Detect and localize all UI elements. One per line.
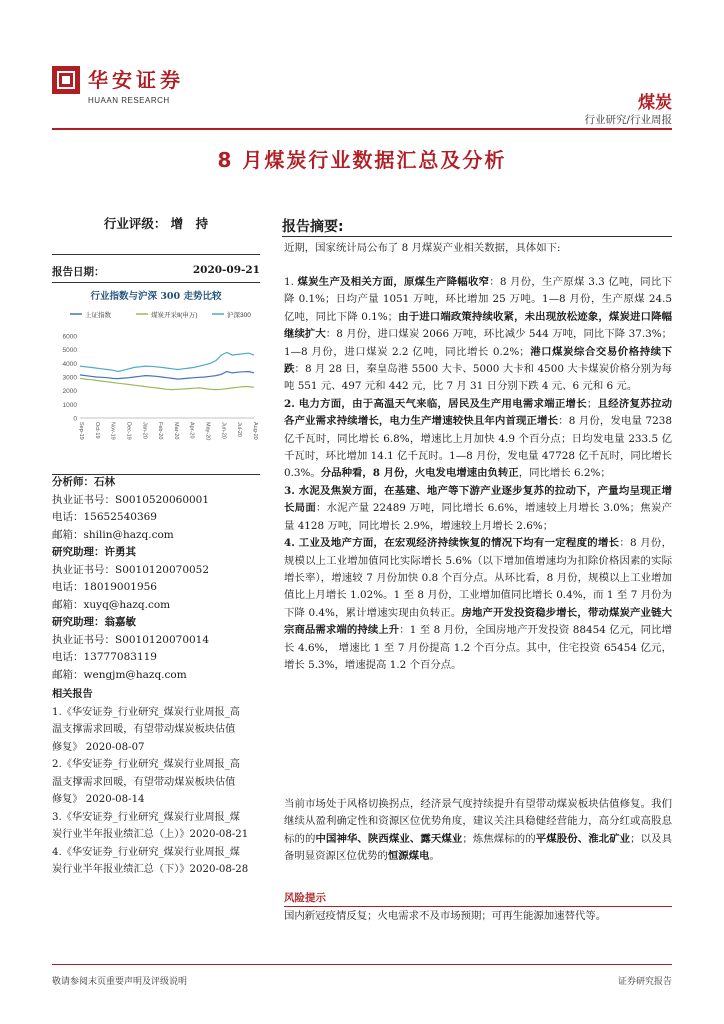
analyst-line-label: 研究助理：	[52, 546, 105, 558]
analyst-line-label: 电话：	[52, 581, 84, 593]
analyst-line-value: S0010120070052	[115, 563, 210, 576]
conclusion-run: ；以及具备明显资源区位优势的	[284, 832, 673, 863]
summary-paragraph-run: 4. 工业及地产方面，在宏观经济持续恢复的情况下均有一定程度的增长	[284, 537, 620, 550]
summary-paragraph-run: ：8 月 28 日，秦皇岛港 5500 大卡、5000 大卡和 4500 大卡煤炭价格分别为每吨 551 元、497 元和 442 元，比 7 月 31 日分别下跌 4 元、6 元和 6 元。	[284, 363, 673, 393]
report-date: 2020-09-21	[192, 264, 260, 276]
y-tick-label: 0	[73, 415, 77, 423]
related-reports	[52, 686, 260, 879]
analyst-line-label: 研究助理：	[52, 616, 105, 628]
y-tick-label: 3000	[62, 374, 77, 382]
x-tick-label: Apr-20	[188, 422, 195, 439]
analyst-line-label: 执业证书号：	[52, 563, 115, 576]
summary-paragraph-run: ：水泥产量 22489 万吨，同比增长 6.6%，增速较上月增长 3.0%；焦炭产量 4128 万吨，同比增长 2.9%，增速较上月增长 2.6%；	[284, 502, 672, 532]
conclusion-run: 。	[429, 850, 440, 863]
page-title: 8 月煤炭行业数据汇总及分析	[217, 148, 507, 172]
related-report-line: 修复》 2020-08-07	[52, 741, 145, 753]
legend-label: 沪深300	[227, 312, 251, 319]
analyst-line-value: 18019001956	[83, 581, 157, 593]
conclusion-run: 恒源煤电	[387, 850, 430, 863]
y-tick-label: 5000	[62, 347, 77, 355]
related-report-line: 4.《华安证券_行业研究_煤炭行业周报_煤	[52, 846, 240, 858]
analyst-line-label: 执业证书号：	[52, 633, 115, 646]
logo-text-cn: 华安证券	[88, 68, 184, 92]
analyst-line-label: 邮箱：	[52, 598, 84, 611]
summary-paragraph-run: ：8 月份，规模以上工业增加值同比实际增长 5.6%（以下增加值增速均为扣除价格因素的实际增长率），增速较 7 月份加快 0.8 个百分点。从环比看，8 月份，规模以上工业增加值比上月增长 1.02%。1 至 8 月份，工业增加值同比增长 0.4%，而 1 至 7 月份为下降 0.4%，累计增速实现由负转正。	[284, 537, 672, 619]
x-tick-label: Mar-20	[172, 422, 179, 440]
related-report-line: 温支撑需求回暖，有望带动煤炭板块估值	[52, 776, 236, 788]
summary-paragraph-run: 1.	[284, 276, 298, 288]
analyst-line	[52, 562, 260, 580]
summary-paragraph-run: 分品种看，8 月份，火电发电增速由负转正	[320, 467, 519, 480]
risk-text: 国内新冠疫情反复；火电需求不及市场预期；可再生能源加速替代等。	[284, 910, 607, 922]
y-tick-label: 4000	[62, 360, 77, 368]
summary-paragraph-run: ：8 月份，发电量 7238 亿千瓦时，同比增长 6.8%，增速比上月加快 4.9 个百分点；日均发电量 233.5 亿千瓦时，环比增加 14.1 亿千瓦时。1—8 月份，发电量 47728 亿千瓦时，同比增长 0.3%。	[284, 415, 672, 480]
summary-paragraph	[284, 274, 672, 396]
x-tick-label: Oct-19	[93, 422, 100, 439]
company-logo	[52, 66, 80, 94]
divider	[282, 236, 672, 237]
related-report-line: 炭行业半年报业绩汇总（下）》2020-08-28	[52, 864, 249, 875]
x-tick-label: Aug-20	[252, 422, 258, 440]
x-tick-label: Jun-20	[220, 422, 227, 439]
analyst-line	[52, 632, 260, 650]
risk-heading: 风险提示	[284, 892, 326, 904]
summary-paragraph-run: 房地产开发投资稳步增长，带动煤炭产业链大宗商品需求端的持续上升	[284, 606, 673, 637]
analyst-line	[52, 509, 260, 527]
divider	[52, 254, 260, 255]
summary-paragraph-run: 3. 水泥及焦炭方面，在基建、地产等下游产业逐步复苏的拉动下，产量均呈现正增长局面	[284, 484, 672, 515]
analyst-line-value: shilin@hazq.com	[83, 528, 174, 541]
analyst-line	[52, 614, 260, 632]
analyst-line	[52, 492, 260, 510]
related-report-line: 3.《华安证券_行业研究_煤炭行业周报_煤	[52, 811, 240, 823]
summary-body	[284, 274, 672, 674]
summary-heading: 报告摘要:	[282, 219, 344, 235]
analyst-line-value: 许勇其	[104, 546, 136, 558]
analyst-line-label: 电话：	[52, 511, 84, 523]
related-report-line: 1.《华安证券_行业研究_煤炭行业周报_高	[52, 706, 240, 718]
index-trend-chart	[52, 306, 260, 472]
related-report-line: 2.《华安证券_行业研究_煤炭行业周报_高	[52, 759, 240, 770]
summary-paragraph	[284, 483, 672, 535]
summary-paragraph-run: 煤炭生产及相关方面，原煤生产降幅收窄	[297, 276, 490, 288]
x-tick-label: Sep-19	[78, 422, 84, 440]
report-category: 行业研究/行业周报	[584, 114, 672, 126]
analyst-line-value: 13777083119	[83, 651, 157, 663]
footer-divider	[52, 964, 672, 965]
analyst-line-value: S0010120070014	[115, 633, 210, 646]
analyst-line	[52, 579, 260, 597]
analyst-info	[52, 474, 260, 684]
y-tick-label: 1000	[62, 401, 77, 409]
summary-paragraph-run: ：8 月份，生产原煤 3.3 亿吨，同比下降 0.1%；日均产量 1051 万吨，环比增加 25 万吨。1—8 月份，生产原煤 24.5 亿吨，同比下降 0.1%；	[284, 276, 672, 323]
summary-paragraph-run: ；	[586, 397, 598, 410]
x-tick-label: Jul-20	[236, 422, 243, 437]
related-report-line: 温支撑需求回暖，有望带动煤炭板块估值	[52, 724, 236, 735]
analyst-line-value: 翁嘉敏	[104, 616, 136, 628]
series-line	[80, 378, 254, 389]
conclusion-text	[284, 796, 672, 866]
summary-paragraph-run: 且经济复苏拉动各产业需求持续增长，电力生产增速较快且年内首现正增长	[284, 397, 673, 428]
industry-label: 煤炭	[638, 93, 672, 113]
analyst-line-value: wengjm@hazq.com	[83, 668, 187, 681]
related-reports-heading: 相关报告	[52, 688, 93, 700]
x-tick-label: May-20	[204, 422, 211, 441]
analyst-line	[52, 527, 260, 545]
related-report-line: 修复》 2020-08-14	[52, 794, 145, 805]
summary-paragraph	[284, 396, 672, 483]
divider	[284, 906, 672, 907]
analyst-line	[52, 649, 260, 667]
footer-disclaimer: 敬请参阅末页重要声明及评级说明	[52, 977, 188, 987]
analyst-line	[52, 474, 260, 492]
series-line	[80, 372, 254, 380]
summary-paragraph-run: ：8 月份，进口煤炭 2066 万吨，环比减少 544 万吨，同比下降 37.3%；1—8 月份，进口煤炭 2.2 亿吨，同比增长 0.2%；	[284, 328, 672, 358]
related-report-line: 炭行业半年报业绩汇总（上）》2020-08-21	[52, 829, 249, 840]
x-tick-label: Nov-19	[109, 422, 116, 440]
x-tick-label: Feb-20	[157, 422, 164, 440]
analyst-line-value: S0010520060001	[115, 493, 210, 506]
legend-label: 上证指数	[85, 312, 111, 319]
footer-label: 证券研究报告	[617, 977, 672, 987]
analyst-line-value: 15652540369	[83, 511, 157, 523]
conclusion-run: ；炼焦煤标的的	[462, 832, 536, 845]
header-divider	[52, 128, 672, 130]
analyst-line	[52, 667, 260, 685]
analyst-line-label: 分析师：	[52, 476, 94, 488]
analyst-line-label: 电话：	[52, 651, 84, 663]
logo-text-en: HUAAN RESEARCH	[88, 96, 170, 105]
summary-paragraph-run: 港口煤炭综合交易价格持续下跌	[284, 345, 672, 376]
analyst-line-label: 邮箱：	[52, 668, 84, 681]
report-date-label: 报告日期：	[52, 266, 105, 278]
summary-paragraph-run: ，同比增长 6.2%；	[518, 467, 611, 480]
analyst-line-label: 执业证书号：	[52, 493, 115, 506]
summary-paragraph-run: 2. 电力方面，由于高温天气来临，居民及生产用电需求端正增长	[284, 397, 587, 410]
summary-paragraph-run: 由于进口端政策持续收紧，未出现放松迹象，煤炭进口降幅继续扩大	[284, 310, 673, 341]
analyst-line-label: 邮箱：	[52, 528, 84, 541]
x-tick-label: Dec-19	[125, 422, 132, 440]
chart-title: 行业指数与沪深 300 走势比较	[90, 291, 222, 302]
conclusion-run: 平煤股份、淮北矿业	[535, 832, 631, 845]
summary-paragraph-run: ：1 至 8 月份，全国房地产开发投资 88454 亿元，同比增长 4.6%， 增速比 1 至 7 月份提高 1.2 个百分点。其中，住宅投资 65454 亿元，增长 5.3%，增速提高 1.2 个百分点。	[284, 624, 673, 671]
legend-label: 煤炭开采Ⅱ(申万)	[151, 312, 198, 319]
analyst-line	[52, 544, 260, 562]
divider	[52, 282, 260, 283]
series-line	[80, 352, 254, 371]
conclusion-run: 当前市场处于风格切换拐点，经济景气度持续提升有望带动煤炭板块估值修复。我们继续从盈利确定性和资源区位优势角度，建议关注具稳健经营能力，高分红或高股息标的的	[284, 798, 672, 845]
industry-rating: 行业评级： 增 持	[103, 216, 209, 231]
y-tick-label: 6000	[62, 333, 77, 341]
summary-paragraph	[284, 535, 672, 674]
analyst-line-value: xuyq@hazq.com	[83, 598, 171, 611]
analyst-line-value: 石林	[94, 476, 115, 488]
intro-text: 近期，国家统计局公布了 8 月煤炭产业相关数据，具体如下:	[284, 242, 561, 254]
x-tick-label: Jan-20	[141, 422, 148, 439]
analyst-line	[52, 597, 260, 615]
y-tick-label: 2000	[62, 388, 77, 396]
conclusion-run: 中国神华、陕西煤业、露天煤业	[315, 832, 463, 845]
